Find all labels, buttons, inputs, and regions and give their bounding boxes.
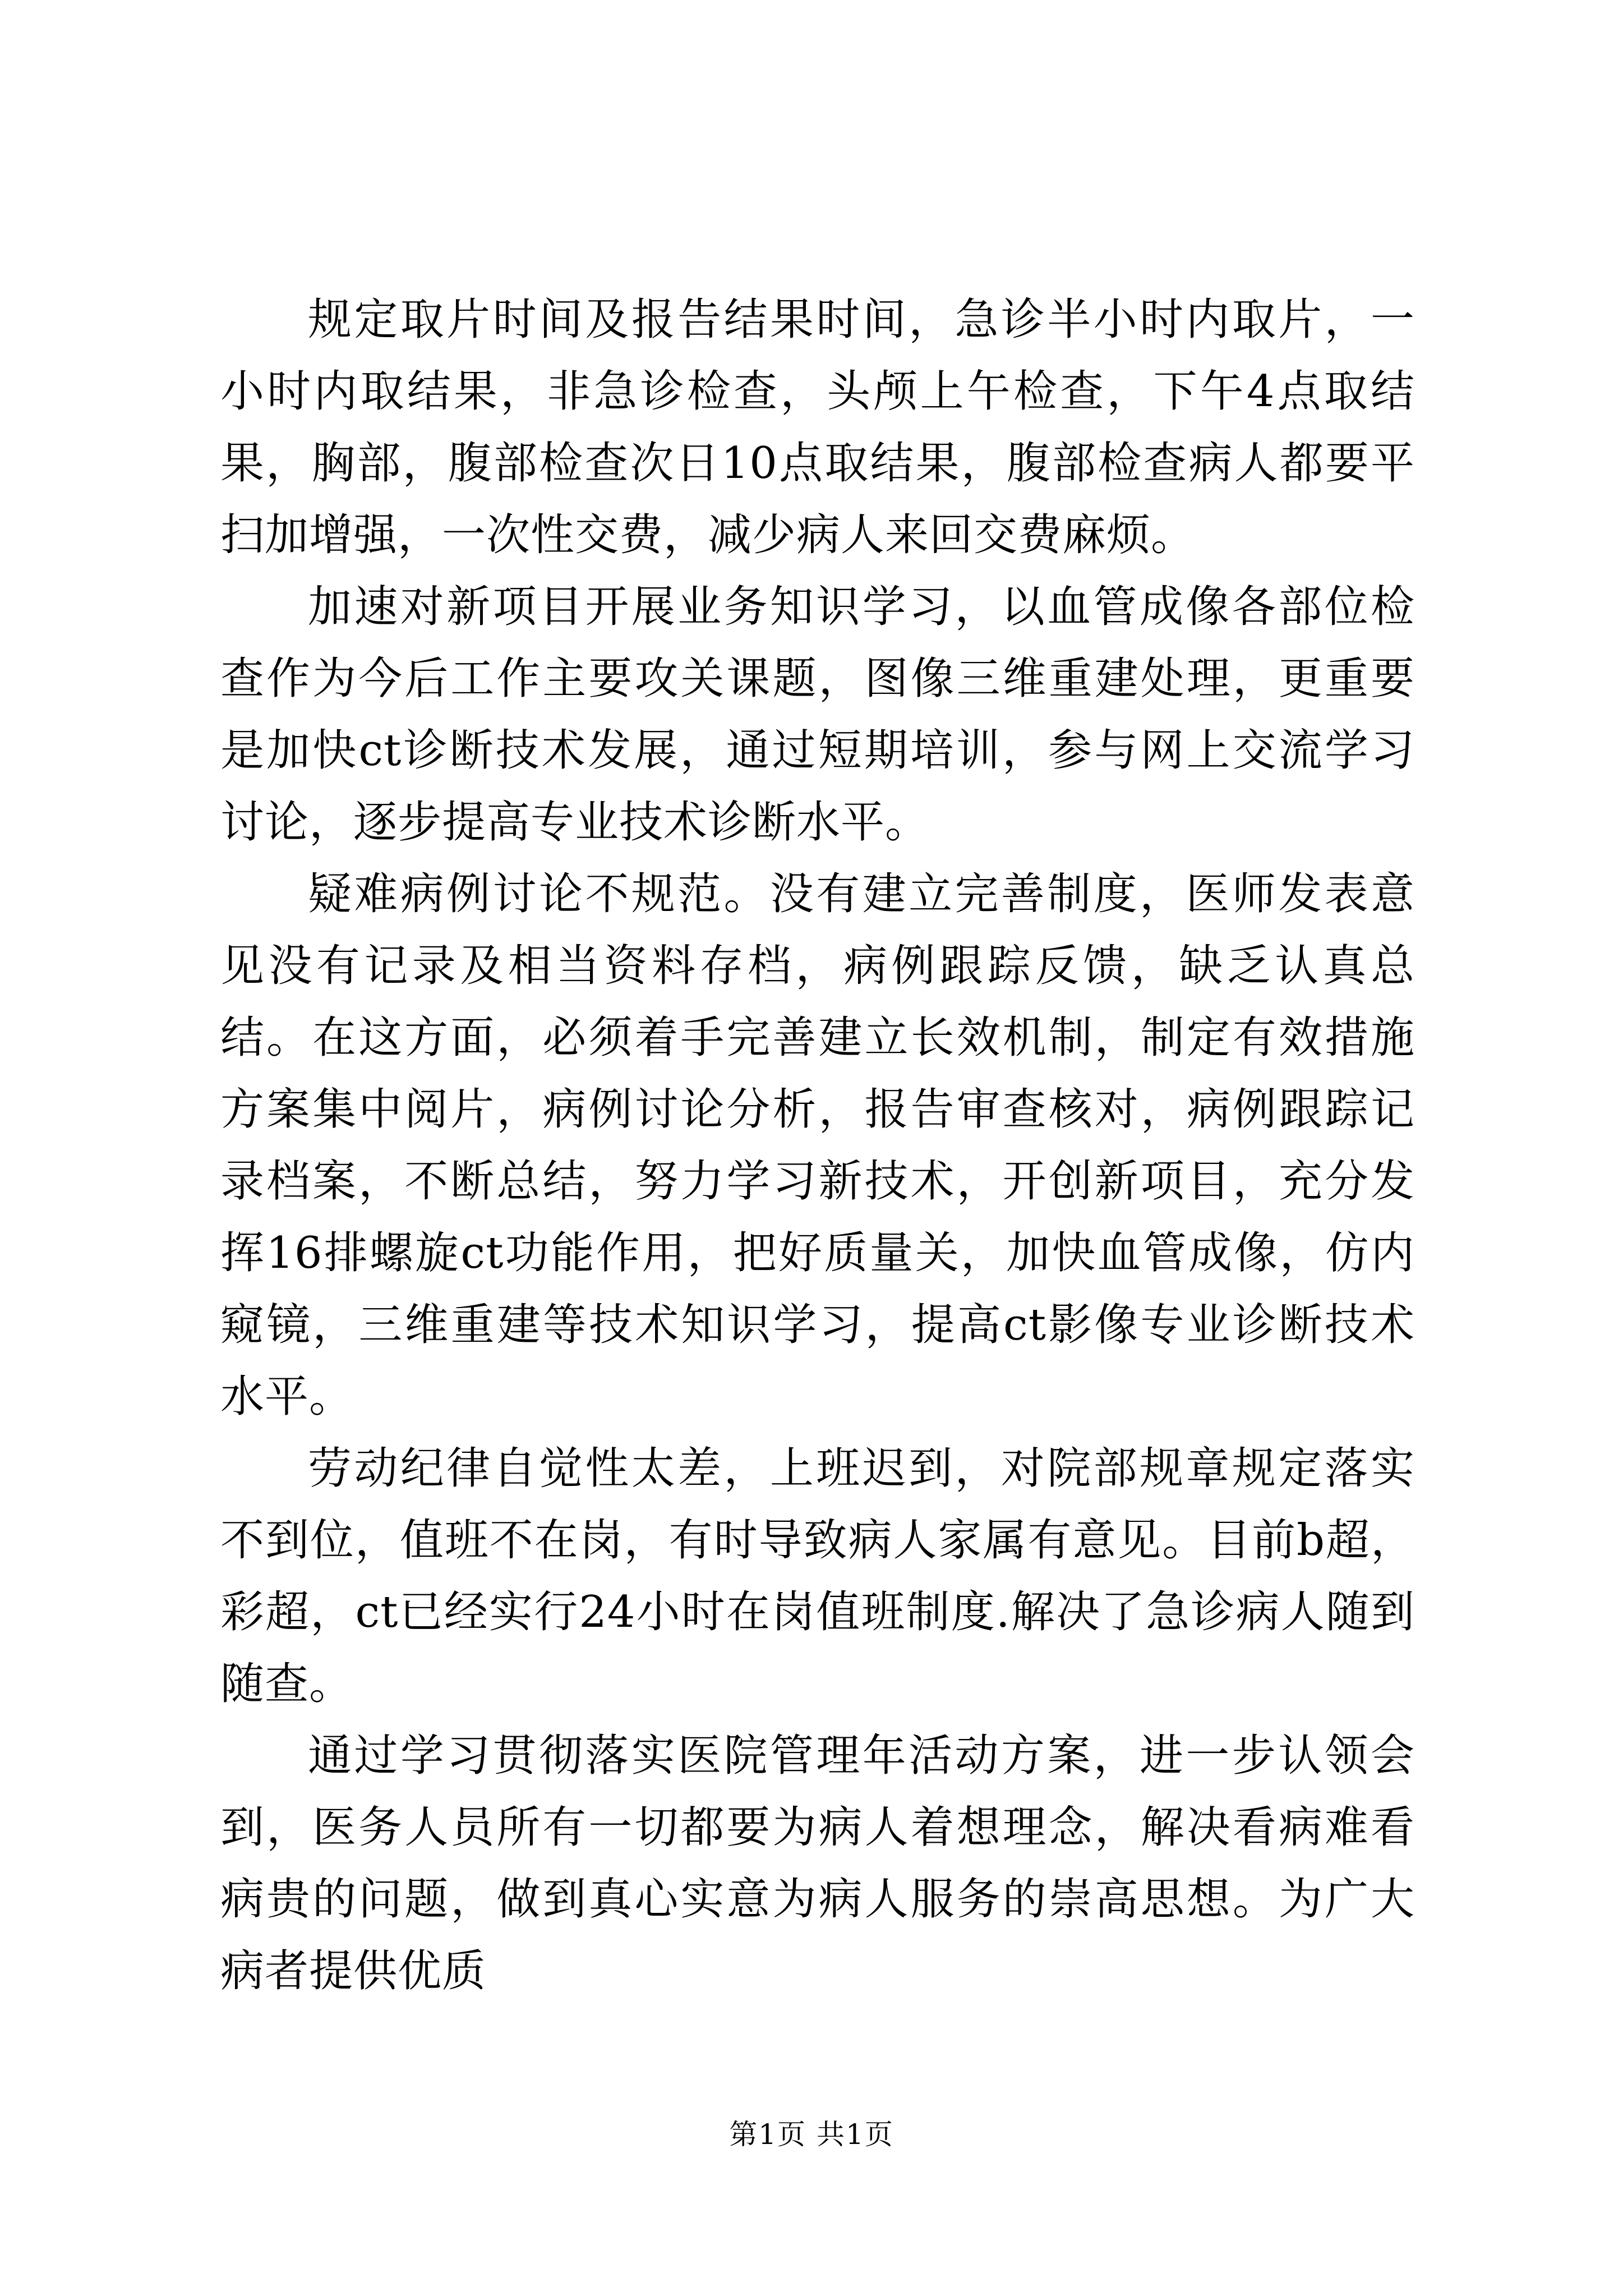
page-number-footer: 第1页 共1页	[729, 2118, 894, 2151]
paragraph-1: 规定取片时间及报告结果时间，急诊半小时内取片，一小时内取结果，非急诊检查，头颅上午检查，下午4点取结果，胸部，腹部检查次日10点取结果，腹部检查病人都要平扫加增强，一次性交费，减少病人来回交费麻烦。	[220, 295, 1415, 560]
paragraph-3: 疑难病例讨论不规范。没有建立完善制度，医师发表意见没有记录及相当资料存档，病例跟踪反馈，缺乏认真总结。在这方面，必须着手完善建立长效机制，制定有效措施方案集中阅片，病例讨论分析，报告审查核对，病例跟踪记录档案，不断总结，努力学习新技术，开创新项目，充分发挥16排螺旋ct功能作用，把好质量关，加快血管成像，仿内窥镜，三维重建等技术知识学习，提高ct影像专业诊断技术水平。	[220, 869, 1415, 1422]
paragraph-5: 通过学习贯彻落实医院管理年活动方案，进一步认领会到，医务人员所有一切都要为病人着想理念，解决看病难看病贵的问题，做到真心实意为病人服务的崇高思想。为广大病者提供优质	[220, 1731, 1415, 1996]
document-body	[220, 284, 1415, 2007]
paragraph-4: 劳动纪律自觉性太差，上班迟到，对院部规章规定落实不到位，值班不在岗，有时导致病人家属有意见。目前b超，彩超，ct已经实行24小时在岗值班制度.解决了急诊病人随到随查。	[220, 1443, 1415, 1709]
paragraph-2: 加速对新项目开展业务知识学习，以血管成像各部位检查作为今后工作主要攻关课题，图像三维重建处理，更重要是加快ct诊断技术发展，通过短期培训，参与网上交流学习讨论，逐步提高专业技术诊断水平。	[220, 582, 1415, 848]
